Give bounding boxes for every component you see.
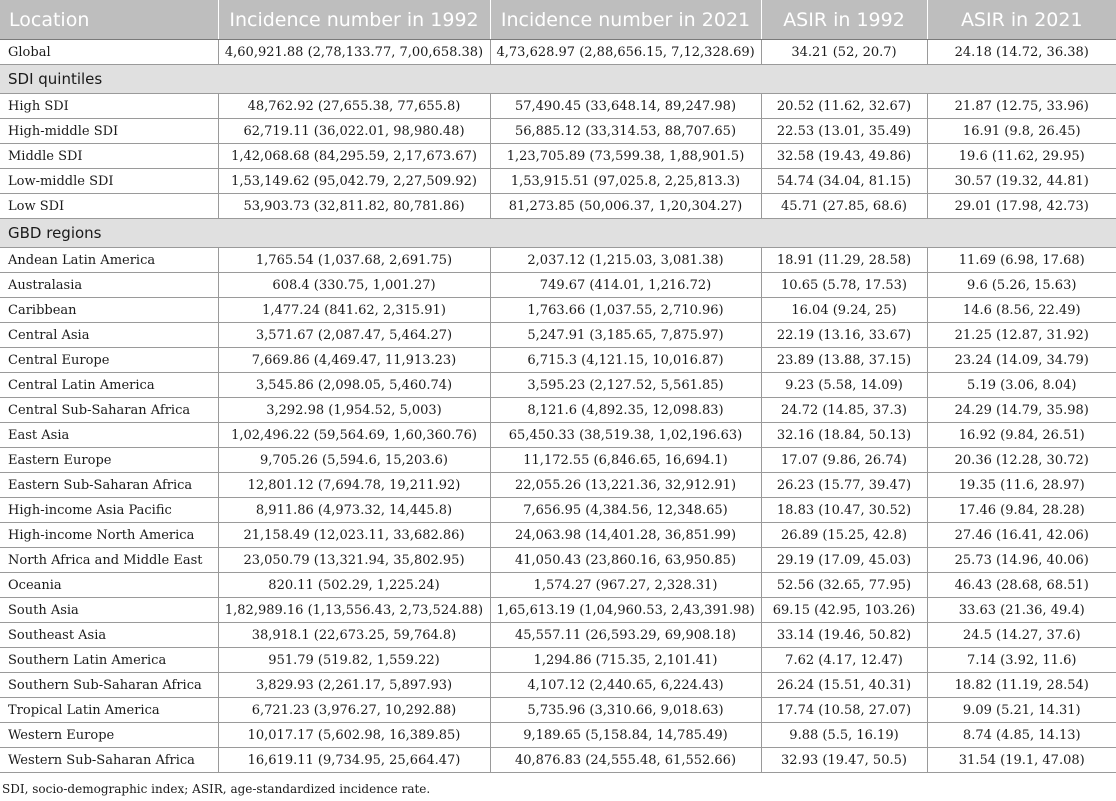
table-row [0,323,1116,348]
table-cell: 7,669.86 (4,469.47, 11,913.23) [218,348,490,373]
table-cell: Global [0,40,218,65]
table-cell: 8,911.86 (4,973.32, 14,445.8) [218,498,490,523]
table-cell: 2,037.12 (1,215.03, 3,081.38) [490,248,761,273]
table-cell: 26.23 (15.77, 39.47) [761,473,927,498]
table-cell: Low-middle SDI [0,169,218,194]
table-cell: 56,885.12 (33,314.53, 88,707.65) [490,119,761,144]
table-cell: 11,172.55 (6,846.65, 16,694.1) [490,448,761,473]
table-cell: 22.19 (13.16, 33.67) [761,323,927,348]
table-cell: 9.6 (5.26, 15.63) [927,273,1116,298]
table-cell: 14.6 (8.56, 22.49) [927,298,1116,323]
table-cell: 1,574.27 (967.27, 2,328.31) [490,573,761,598]
table-cell: Eastern Sub-Saharan Africa [0,473,218,498]
table-row [0,423,1116,448]
section-gbd-regions [0,219,1116,248]
table-cell: 26.24 (15.51, 40.31) [761,673,927,698]
table-cell: 69.15 (42.95, 103.26) [761,598,927,623]
table-cell: 53,903.73 (32,811.82, 80,781.86) [218,194,490,219]
table-cell: 62,719.11 (36,022.01, 98,980.48) [218,119,490,144]
table-cell: 820.11 (502.29, 1,225.24) [218,573,490,598]
table-cell: Central Latin America [0,373,218,398]
table-cell: 45.71 (27.85, 68.6) [761,194,927,219]
header-asir-1992: ASIR in 1992 [761,0,927,40]
table-cell: 17.74 (10.58, 27.07) [761,698,927,723]
table-cell: 1,02,496.22 (59,564.69, 1,60,360.76) [218,423,490,448]
table-row [0,169,1116,194]
table-cell: Central Asia [0,323,218,348]
table-row [0,623,1116,648]
table-cell: 8.74 (4.85, 14.13) [927,723,1116,748]
table-cell: 32.16 (18.84, 50.13) [761,423,927,448]
table-cell: 23,050.79 (13,321.94, 35,802.95) [218,548,490,573]
table-cell: 48,762.92 (27,655.38, 77,655.8) [218,94,490,119]
table-cell: 10.65 (5.78, 17.53) [761,273,927,298]
section-sdi-quintiles-label: SDI quintiles [0,65,1116,94]
table-cell: 19.6 (11.62, 29.95) [927,144,1116,169]
footnote: SDI, socio-demographic index; ASIR, age-standardized incidence rate. [2,782,431,796]
table-cell: 1,82,989.16 (1,13,556.43, 2,73,524.88) [218,598,490,623]
table-cell: 29.01 (17.98, 42.73) [927,194,1116,219]
table-cell: 9.88 (5.5, 16.19) [761,723,927,748]
table-cell: 1,65,613.19 (1,04,960.53, 2,43,391.98) [490,598,761,623]
table-cell: 33.63 (21.36, 49.4) [927,598,1116,623]
table-cell: 10,017.17 (5,602.98, 16,389.85) [218,723,490,748]
table-row [0,273,1116,298]
table-cell: 17.07 (9.86, 26.74) [761,448,927,473]
table-cell: 32.93 (19.47, 50.5) [761,748,927,773]
table-cell: Southern Latin America [0,648,218,673]
header-asir-2021: ASIR in 2021 [927,0,1116,40]
table-cell: 1,765.54 (1,037.68, 2,691.75) [218,248,490,273]
table-cell: 24.29 (14.79, 35.98) [927,398,1116,423]
table-row [0,94,1116,119]
table-cell: 24.18 (14.72, 36.38) [927,40,1116,65]
table-cell: 24.72 (14.85, 37.3) [761,398,927,423]
table-cell: 17.46 (9.84, 28.28) [927,498,1116,523]
table-row [0,119,1116,144]
table-cell: 3,545.86 (2,098.05, 5,460.74) [218,373,490,398]
table-cell: Central Europe [0,348,218,373]
table-cell: 8,121.6 (4,892.35, 12,098.83) [490,398,761,423]
table-cell: 1,23,705.89 (73,599.38, 1,88,901.5) [490,144,761,169]
table-cell: 1,42,068.68 (84,295.59, 2,17,673.67) [218,144,490,169]
table-cell: Oceania [0,573,218,598]
table-cell: 46.43 (28.68, 68.51) [927,573,1116,598]
header-location: Location [0,0,218,40]
table-row [0,548,1116,573]
table-cell: 81,273.85 (50,006.37, 1,20,304.27) [490,194,761,219]
table-cell: 9,705.26 (5,594.6, 15,203.6) [218,448,490,473]
table-cell: 7,656.95 (4,384.56, 12,348.65) [490,498,761,523]
table-body [0,40,1116,773]
table-cell: Southern Sub-Saharan Africa [0,673,218,698]
table-cell: 608.4 (330.75, 1,001.27) [218,273,490,298]
table-cell: 749.67 (414.01, 1,216.72) [490,273,761,298]
table-cell: 24,063.98 (14,401.28, 36,851.99) [490,523,761,548]
table-cell: 6,721.23 (3,976.27, 10,292.88) [218,698,490,723]
table-cell: 16.04 (9.24, 25) [761,298,927,323]
table-cell: 23.24 (14.09, 34.79) [927,348,1116,373]
table-cell: 9.09 (5.21, 14.31) [927,698,1116,723]
table-cell: 7.14 (3.92, 11.6) [927,648,1116,673]
table-row [0,723,1116,748]
table-cell: Western Europe [0,723,218,748]
table-row [0,298,1116,323]
table-row [0,573,1116,598]
table-cell: 21.87 (12.75, 33.96) [927,94,1116,119]
table-row [0,40,1116,65]
table-cell: 1,294.86 (715.35, 2,101.41) [490,648,761,673]
table-cell: Middle SDI [0,144,218,169]
table-cell: 3,571.67 (2,087.47, 5,464.27) [218,323,490,348]
table-cell: 16,619.11 (9,734.95, 25,664.47) [218,748,490,773]
table-row [0,748,1116,773]
table-row [0,598,1116,623]
table-cell: 4,60,921.88 (2,78,133.77, 7,00,658.38) [218,40,490,65]
section-sdi-quintiles [0,65,1116,94]
table-cell: 11.69 (6.98, 17.68) [927,248,1116,273]
table-cell: 32.58 (19.43, 49.86) [761,144,927,169]
table-cell: 27.46 (16.41, 42.06) [927,523,1116,548]
table-row [0,144,1116,169]
table-cell: 5,247.91 (3,185.65, 7,875.97) [490,323,761,348]
table-row [0,248,1116,273]
table-cell: Southeast Asia [0,623,218,648]
table-row [0,648,1116,673]
table-cell: 33.14 (19.46, 50.82) [761,623,927,648]
table-cell: 20.52 (11.62, 32.67) [761,94,927,119]
table-cell: 1,53,915.51 (97,025.8, 2,25,813.3) [490,169,761,194]
table-cell: 45,557.11 (26,593.29, 69,908.18) [490,623,761,648]
table-cell: 4,73,628.97 (2,88,656.15, 7,12,328.69) [490,40,761,65]
table-cell: Australasia [0,273,218,298]
table-row [0,348,1116,373]
table-cell: 31.54 (19.1, 47.08) [927,748,1116,773]
table-cell: 9.23 (5.58, 14.09) [761,373,927,398]
table-cell: Central Sub-Saharan Africa [0,398,218,423]
table-cell: 21.25 (12.87, 31.92) [927,323,1116,348]
table-cell: 3,292.98 (1,954.52, 5,003) [218,398,490,423]
table-cell: 41,050.43 (23,860.16, 63,950.85) [490,548,761,573]
table-cell: 12,801.12 (7,694.78, 19,211.92) [218,473,490,498]
table-row [0,194,1116,219]
table-cell: 24.5 (14.27, 37.6) [927,623,1116,648]
table-cell: 29.19 (17.09, 45.03) [761,548,927,573]
table-cell: 5.19 (3.06, 8.04) [927,373,1116,398]
table-cell: East Asia [0,423,218,448]
header-incidence-2021: Incidence number in 2021 [490,0,761,40]
table-cell: North Africa and Middle East [0,548,218,573]
table-cell: 20.36 (12.28, 30.72) [927,448,1116,473]
section-gbd-regions-label: GBD regions [0,219,1116,248]
table-cell: 57,490.45 (33,648.14, 89,247.98) [490,94,761,119]
table-cell: 21,158.49 (12,023.11, 33,682.86) [218,523,490,548]
table-row [0,698,1116,723]
table-cell: High SDI [0,94,218,119]
table-cell: 52.56 (32.65, 77.95) [761,573,927,598]
table-cell: 40,876.83 (24,555.48, 61,552.66) [490,748,761,773]
table-cell: 18.91 (11.29, 28.58) [761,248,927,273]
table-cell: 54.74 (34.04, 81.15) [761,169,927,194]
table-cell: 25.73 (14.96, 40.06) [927,548,1116,573]
table-cell: 1,763.66 (1,037.55, 2,710.96) [490,298,761,323]
table-row [0,673,1116,698]
table-cell: 65,450.33 (38,519.38, 1,02,196.63) [490,423,761,448]
table-cell: 16.92 (9.84, 26.51) [927,423,1116,448]
table-cell: 26.89 (15.25, 42.8) [761,523,927,548]
table-cell: Low SDI [0,194,218,219]
table-cell: 5,735.96 (3,310.66, 9,018.63) [490,698,761,723]
table-row [0,473,1116,498]
table-cell: 18.83 (10.47, 30.52) [761,498,927,523]
table-cell: High-income North America [0,523,218,548]
table-cell: 34.21 (52, 20.7) [761,40,927,65]
header-incidence-1992: Incidence number in 1992 [218,0,490,40]
table-cell: Eastern Europe [0,448,218,473]
table-cell: 6,715.3 (4,121.15, 10,016.87) [490,348,761,373]
table-cell: Andean Latin America [0,248,218,273]
table-row [0,523,1116,548]
table-row [0,448,1116,473]
table-cell: 951.79 (519.82, 1,559.22) [218,648,490,673]
table-cell: 38,918.1 (22,673.25, 59,764.8) [218,623,490,648]
table-cell: 1,477.24 (841.62, 2,315.91) [218,298,490,323]
table-cell: Caribbean [0,298,218,323]
table-cell: High-income Asia Pacific [0,498,218,523]
table-cell: 19.35 (11.6, 28.97) [927,473,1116,498]
table-row [0,373,1116,398]
table-cell: 3,595.23 (2,127.52, 5,561.85) [490,373,761,398]
table-cell: 22.53 (13.01, 35.49) [761,119,927,144]
table-cell: 22,055.26 (13,221.36, 32,912.91) [490,473,761,498]
table-cell: 7.62 (4.17, 12.47) [761,648,927,673]
table-cell: 16.91 (9.8, 26.45) [927,119,1116,144]
table-cell: 9,189.65 (5,158.84, 14,785.49) [490,723,761,748]
table-cell: 4,107.12 (2,440.65, 6,224.43) [490,673,761,698]
table-row [0,498,1116,523]
table-cell: South Asia [0,598,218,623]
table-cell: 30.57 (19.32, 44.81) [927,169,1116,194]
table-cell: Tropical Latin America [0,698,218,723]
table-cell: 18.82 (11.19, 28.54) [927,673,1116,698]
table-cell: High-middle SDI [0,119,218,144]
header-row [0,0,1116,40]
table-cell: 1,53,149.62 (95,042.79, 2,27,509.92) [218,169,490,194]
table-cell: 23.89 (13.88, 37.15) [761,348,927,373]
table-row [0,398,1116,423]
table-cell: Western Sub-Saharan Africa [0,748,218,773]
table-cell: 3,829.93 (2,261.17, 5,897.93) [218,673,490,698]
